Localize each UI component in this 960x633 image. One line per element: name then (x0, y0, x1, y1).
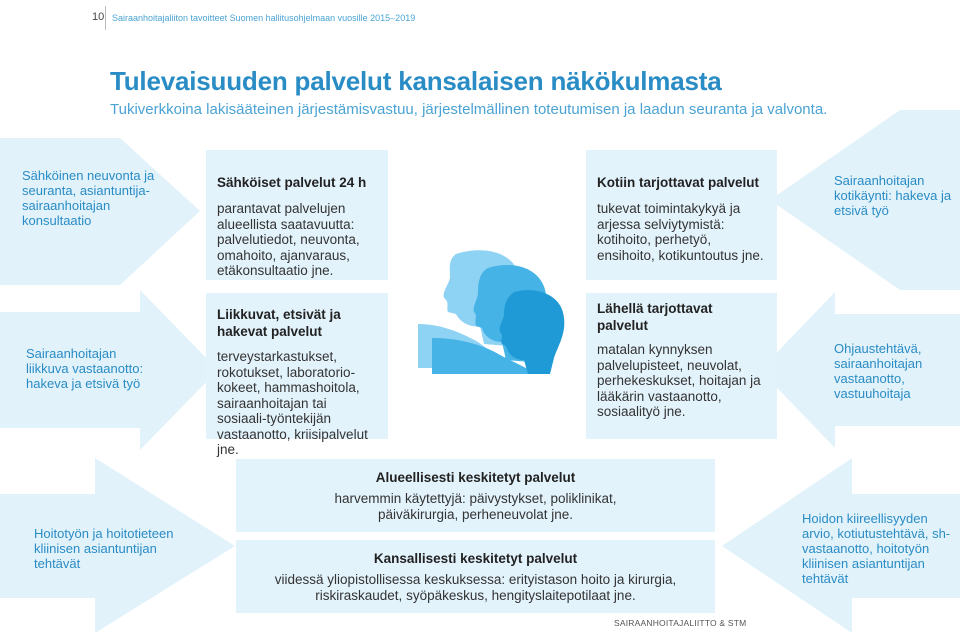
arrow-right-mid-label: Ohjaustehtävä, sairaanhoitajan vastaanotto, vastuuhoitaja (834, 341, 923, 401)
electronic-services-body: parantavat palvelujen alueellista saatavuutta: palvelutiedot, neuvonta, omahoito, ajanvaraus, etäkonsultaatio jne. (217, 201, 360, 278)
home-services-heading: Kotiin tarjottavat palvelut (597, 175, 760, 190)
national-services-body: viidessä yliopistollisessa keskuksessa: erityistason hoito ja kirurgia, riskiraskaudet, syöpäkeskus, hengityslaitepotilaat jne. (274, 572, 677, 603)
national-services-box (236, 540, 715, 613)
arrow-right-bottom-label: Hoidon kiireellisyyden arvio, kotiutustehtävä, sh-vastaanotto, hoitotyön kliinisen asiantuntijan tehtävät (802, 511, 951, 586)
arrow-left-top (0, 138, 200, 285)
mobile-services-heading: Liikkuvat, etsivät ja hakevat palvelut (217, 307, 341, 339)
arrow-left-top-label: Sähköinen neuvonta ja seuranta, asiantuntija-sairaanhoitajan konsultaatio (22, 168, 155, 228)
page-title: Tulevaisuuden palvelut kansalaisen näkökulmasta (110, 66, 722, 96)
nearby-services-heading: Lähellä tarjottavat palvelut (597, 301, 713, 333)
regional-services-body: harvemmin käytettyjä: päivystykset, poliklinikat, päiväkirurgia, perheneuvolat jne. (334, 491, 617, 522)
nearby-services-box (586, 293, 777, 439)
electronic-services-box (206, 150, 388, 280)
running-head: Sairaanhoitajaliiton tavoitteet Suomen hallitusohjelmaan vuosille 2015–2019 (112, 13, 416, 23)
people-silhouettes-icon (418, 246, 588, 381)
mobile-services-box (206, 293, 388, 457)
regional-services-box (236, 459, 715, 532)
arrow-left-bottom (0, 458, 235, 633)
electronic-services-heading: Sähköiset palvelut 24 h (217, 175, 367, 190)
arrow-right-top-label: Sairaanhoitajan kotikäynti: hakeva ja etsivä työ (834, 173, 952, 218)
arrow-right-top (770, 110, 960, 290)
arrow-right-bottom (722, 458, 960, 633)
nearby-services-body: matalan kynnyksen palvelupisteet, neuvolat, perhekeskukset, hoitajan ja lääkärin vastaanotto, sosiaalityö jne. (597, 342, 761, 419)
mobile-services-body: terveystarkastukset, rokotukset, laboratorio-kokeet, hammashoitola, sairaanhoitajan tai sosiaali-työntekijän vastaanotto, kriisipalvelut jne. (217, 349, 368, 457)
arrow-left-bottom-label: Hoitotyön ja hoitotieteen kliinisen asiantuntijan tehtävät (34, 526, 174, 571)
home-services-box (586, 150, 777, 280)
arrow-left-mid (0, 290, 220, 450)
footer-credit: SAIRAANHOITAJALIITTO & STM (614, 618, 747, 628)
header-divider (105, 6, 106, 30)
page-subtitle: Tukiverkkoina lakisääteinen järjestämisvastuu, järjestelmällinen toteutumisen ja laadun seuranta ja valvonta. (110, 101, 828, 118)
arrow-left-mid-label: Sairaanhoitajan liikkuva vastaanotto: hakeva ja etsivä työ (26, 346, 144, 391)
national-services-heading: Kansallisesti keskitetyt palvelut (373, 551, 578, 566)
regional-services-heading: Alueellisesti keskitetyt palvelut (375, 470, 576, 485)
page-number: 10 (92, 11, 105, 23)
arrow-right-mid (760, 292, 960, 448)
home-services-body: tukevat toimintakykyä ja arjessa selviytymistä: kotihoito, perhetyö, ensihoito, kotikuntoutus jne. (597, 201, 764, 263)
